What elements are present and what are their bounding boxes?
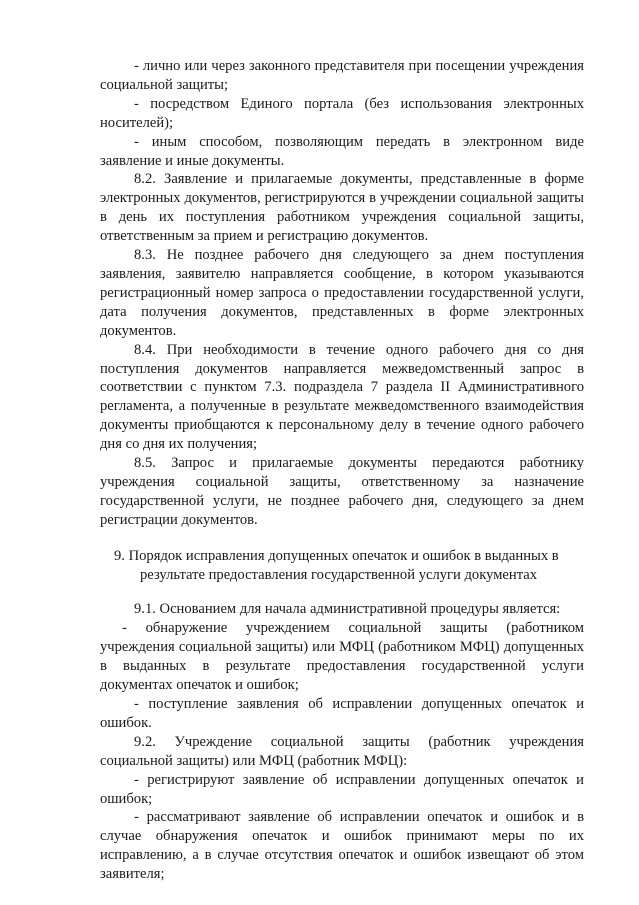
section-heading: 9. Порядок исправления допущенных опечаток и ошибок в выданных в результате предоставления государственной услуги документах [114, 547, 559, 583]
paragraph-8-5: 8.5. Запрос и прилагаемые документы передаются работнику учреждения социальной защиты, ответственному за назначение государственной услуги, не позднее рабочего дня, следующего за днем регистрации документов. [100, 455, 584, 528]
list-item: - иным способом, позволяющим передать в электронном виде заявление и иные документы. [100, 133, 584, 169]
paragraph-8-2: 8.2. Заявление и прилагаемые документы, представленные в форме электронных документов, регистрируются в учреждении социальной защиты в день их поступления работником учреждения социальной защиты, ответственным за прием и регистрацию документов. [100, 171, 584, 245]
list-item: - посредством Единого портала (без использования электронных носителей); [100, 95, 584, 131]
list-item: - рассматривают заявление об исправлении опечаток и ошибок и в случае обнаружения опечаток и ошибок принимают меры по их исправлению, а в случае отсутствия опечаток и ошибок извещают об этом заявителя; [100, 809, 584, 883]
list-item: - регистрируют заявление об исправлении допущенных опечаток и ошибок; [100, 771, 584, 807]
paragraph-9-2: 9.2. Учреждение социальной защиты (работник учреждения социальной защиты) или МФЦ (работник МФЦ): [100, 733, 584, 769]
list-item: - поступление заявления об исправлении допущенных опечаток и ошибок. [100, 696, 584, 731]
list-item: - лично или через законного представителя при посещении учреждения социальной защиты; [100, 58, 584, 93]
paragraph-9-1: 9.1. Основанием для начала административной процедуры является: [134, 601, 561, 618]
document-body [100, 57, 584, 884]
list-item: - обнаружение учреждением социальной защиты (работником учреждения социальной защиты) или МФЦ (работником МФЦ) допущенных в выданных в результате предоставления государственной услуги документах опечаток и ошибок; [100, 620, 584, 694]
paragraph-8-4: 8.4. При необходимости в течение одного рабочего дня со дня поступления документов направляется межведомственный запрос в соответствии с пунктом 7.3. подраздела 7 раздела II Административного регламента, а полученные в результате межведомственного взаимодействия документы приобщаются к персональному делу в течение одного рабочего дня со дня их получения; [100, 341, 584, 453]
paragraph-8-3: 8.3. Не позднее рабочего дня следующего за днем поступления заявления, заявителю направляется сообщение, в котором указываются регистрационный номер запроса о предоставлении государственной услуги, дата получения документов, представленных в форме электронных документов. [100, 247, 584, 339]
